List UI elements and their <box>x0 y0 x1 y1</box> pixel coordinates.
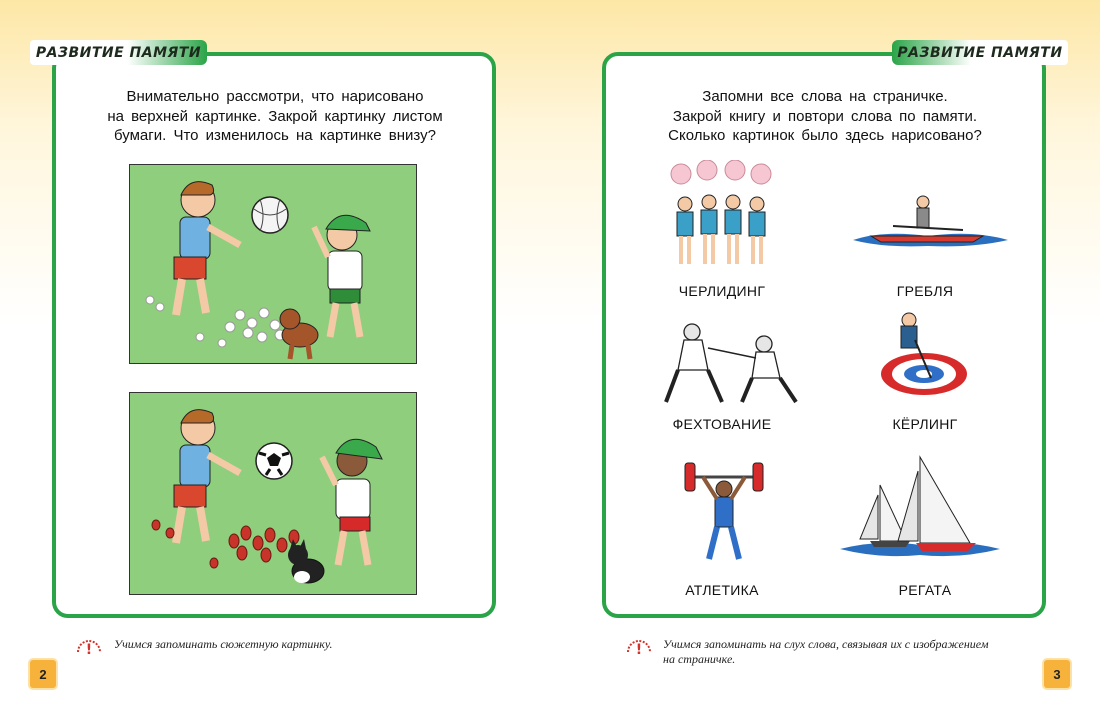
instruction-line: Сколько картинок было здесь нарисовано? <box>668 127 982 144</box>
rowing-icon <box>853 190 1008 257</box>
page-number-right: 3 <box>1044 660 1070 688</box>
top-scene-picture <box>129 164 417 364</box>
sport-label: ЧЕРЛИДИНГ <box>678 283 766 299</box>
cat <box>288 539 324 583</box>
page-number-left: 2 <box>30 660 56 688</box>
boy-with-cap <box>314 215 370 337</box>
sport-label: КЁРЛИНГ <box>892 416 958 432</box>
sport-label: РЕГАТА <box>898 582 952 598</box>
curling-icon <box>879 310 969 401</box>
sport-label: АТЛЕТИКА <box>685 582 759 598</box>
boy-figure <box>174 182 240 315</box>
left-instruction <box>60 87 490 146</box>
fencing-icon <box>662 318 804 413</box>
sailboats-icon <box>840 455 1000 566</box>
for-adults-icon <box>74 632 104 658</box>
footnote-line: Учимся запоминать на слух слова, связывая их с изображением <box>663 637 989 651</box>
instruction-line: Запомни все слова на страничке. <box>702 88 948 105</box>
sport-label: ГРЕБЛЯ <box>896 283 954 299</box>
instruction-line: Внимательно рассмотри, что нарисовано <box>126 88 424 105</box>
section-tag-right: РАЗВИТИЕ ПАМЯТИ <box>892 40 1068 65</box>
right-instruction <box>610 87 1040 146</box>
instruction-line: на верхней картинке. Закрой картинку листом <box>107 107 443 125</box>
boy-with-cap <box>322 439 382 565</box>
sport-label: ФЕХТОВАНИЕ <box>672 416 772 432</box>
left-footnote: Учимся запоминать сюжетную картинку. <box>114 637 333 651</box>
weightlifter-icon <box>683 455 765 570</box>
puppy <box>280 309 318 359</box>
section-tag-left: РАЗВИТИЕ ПАМЯТИ <box>30 40 207 65</box>
for-adults-icon <box>624 632 654 658</box>
tulips <box>152 520 299 568</box>
instruction-line: Закрой книгу и повтори слова по памяти. <box>672 107 978 125</box>
boy-figure <box>174 410 240 543</box>
volleyball <box>252 197 288 233</box>
footnote-line: на страничке. <box>663 652 736 666</box>
instruction-line: бумаги. Что изменилось на картинке внизу? <box>114 127 436 144</box>
daisies <box>146 296 285 347</box>
cheerleaders-icon <box>663 160 778 273</box>
svg-text:!: ! <box>85 642 93 658</box>
bottom-scene-picture <box>129 392 417 595</box>
svg-text:!: ! <box>635 642 643 658</box>
right-footnote <box>663 637 989 667</box>
soccer-ball <box>256 443 292 479</box>
